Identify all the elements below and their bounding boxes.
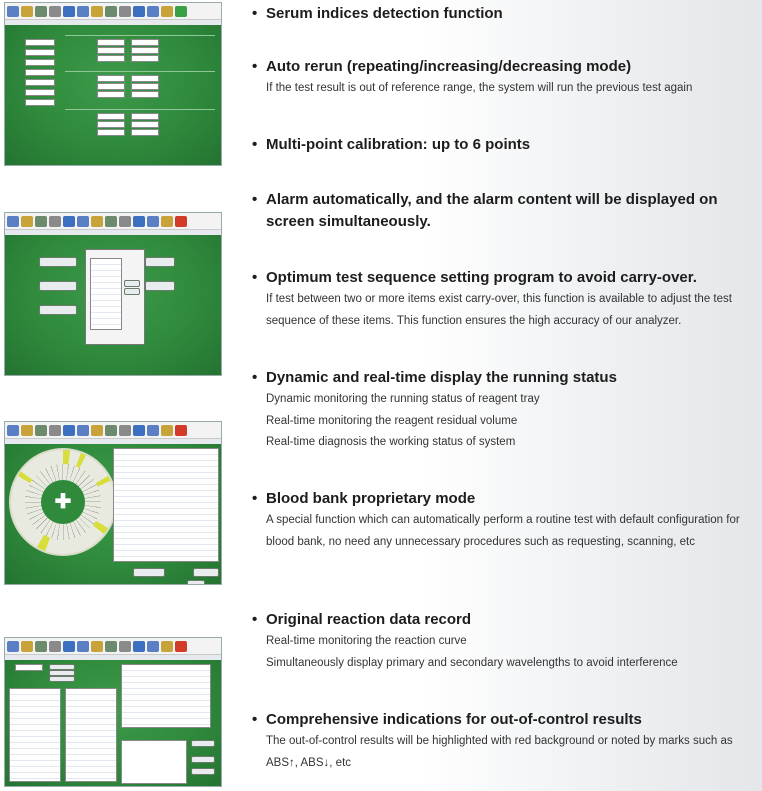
feature-title: Comprehensive indications for out-of-control results xyxy=(266,711,642,728)
feature-test-sequence: • Optimum test sequence setting program to avoid carry-over. If test between two or more items exist carry-over, this function is available to adjust the test sequence of these items. This function ensures the high accuracy of our analyzer. xyxy=(252,267,752,332)
feature-auto-rerun: • Auto rerun (repeating/increasing/decreasing mode) If the test result is out of reference range, the system will run the previous test again xyxy=(252,56,752,100)
feature-title: Serum indices detection function xyxy=(266,5,503,22)
feature-description: A special function which can automatically perform a routine test with default configuration for blood bank, no need any unnecessary procedures such as requesting, scanning, etc xyxy=(266,514,740,548)
feature-description: Real-time diagnosis the working status of system xyxy=(266,436,516,448)
feature-out-of-control: • Comprehensive indications for out-of-control results The out-of-control results will be highlighted with red background or noted by marks such as ABS↑, ABS↓, etc xyxy=(252,709,752,774)
feature-title: Original reaction data record xyxy=(266,611,472,628)
reagent-list xyxy=(113,448,219,562)
feature-running-status: • Dynamic and real-time display the running status Dynamic monitoring the running status of reagent tray Real-time monitoring the reagent residual volume Real-time diagnosis the working status of system xyxy=(252,367,752,454)
screenshot-reagent-tray xyxy=(4,421,222,585)
curve-area xyxy=(121,740,187,784)
item-list xyxy=(9,688,61,782)
screenshot-reaction-data xyxy=(4,637,222,787)
feature-title: Alarm automatically, and the alarm content will be displayed on screen simultaneously. xyxy=(266,191,718,230)
sequence-dialog xyxy=(85,249,145,345)
green-workspace xyxy=(5,660,221,786)
feature-alarm: • Alarm automatically, and the alarm content will be displayed on screen simultaneously. xyxy=(252,189,752,233)
reaction-table xyxy=(121,664,211,728)
feature-description: The out-of-control results will be highlighted with red background or noted by marks such as ABS↑, ABS↓, etc xyxy=(266,735,733,769)
reagent-tray-wheel xyxy=(9,448,117,556)
feature-title: Multi-point calibration: up to 6 points xyxy=(266,136,531,153)
feature-title: Dynamic and real-time display the running status xyxy=(266,369,617,386)
feature-description: Real-time monitoring the reaction curve xyxy=(266,635,467,647)
feature-serum-indices: • Serum indices detection function xyxy=(252,3,752,25)
feature-description: Dynamic monitoring the running status of reagent tray xyxy=(266,393,540,405)
screenshot-calibration xyxy=(4,2,222,166)
toolbar xyxy=(5,638,221,655)
feature-description: If test between two or more items exist carry-over, this function is available to adjust the test sequence of these items. This function ensures the high accuracy of our analyzer. xyxy=(266,293,732,327)
feature-title: Optimum test sequence setting program to avoid carry-over. xyxy=(266,269,697,286)
feature-title: Blood bank proprietary mode xyxy=(266,490,476,507)
feature-description: Simultaneously display primary and secondary wavelengths to avoid interference xyxy=(266,656,678,669)
toolbar xyxy=(5,3,221,20)
feature-description: Real-time monitoring the reagent residual volume xyxy=(266,414,518,427)
green-workspace xyxy=(5,444,221,584)
feature-multipoint-calibration: • Multi-point calibration: up to 6 points xyxy=(252,134,752,156)
toolbar xyxy=(5,213,221,230)
feature-title: Auto rerun (repeating/increasing/decreasing mode) xyxy=(266,58,632,75)
green-workspace xyxy=(5,235,221,375)
logo-icon: ✚ xyxy=(54,491,72,513)
green-workspace xyxy=(5,25,221,165)
toolbar xyxy=(5,422,221,439)
feature-reaction-data: • Original reaction data record Real-time monitoring the reaction curve Simultaneously display primary and secondary wavelengths to avoid interference xyxy=(252,609,752,674)
sample-list xyxy=(65,688,117,782)
feature-blood-bank: • Blood bank proprietary mode A special function which can automatically perform a routine test with default configuration for blood bank, no need any unnecessary procedures such as requesting, scanning, etc xyxy=(252,488,752,553)
feature-description: If the test result is out of reference range, the system will run the previous test again xyxy=(266,82,693,94)
screenshot-sequence-dialog xyxy=(4,212,222,376)
